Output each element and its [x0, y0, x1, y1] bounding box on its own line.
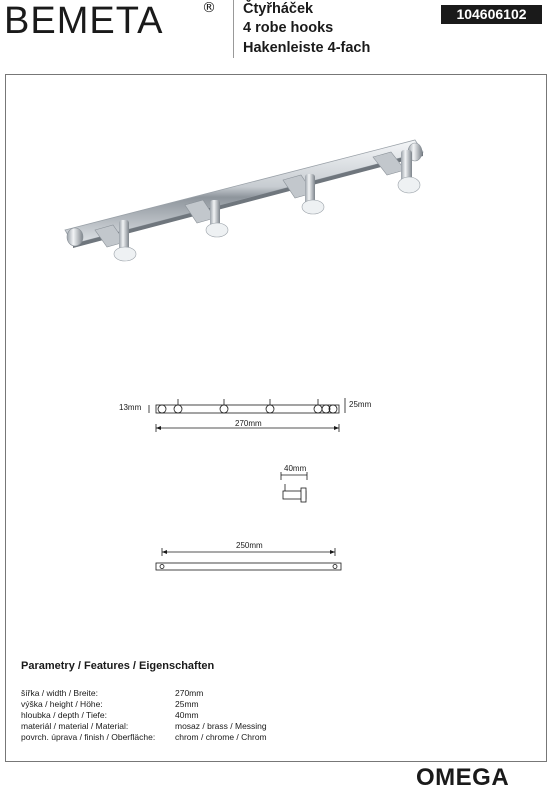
product-code-badge: 104606102 — [441, 5, 542, 24]
brand-logo: BEMETA — [4, 0, 164, 42]
front-hook-1 — [174, 399, 182, 413]
front-view-drawing — [140, 392, 370, 437]
spec-label: výška / height / Höhe: — [21, 699, 103, 709]
spec-value: 270mm — [175, 688, 204, 698]
front-hook-2 — [220, 399, 228, 413]
rail-bar — [65, 140, 423, 244]
dim-height-label: 13mm — [119, 403, 142, 412]
spec-label: šířka / width / Breite: — [21, 688, 98, 698]
series-name: OMEGA — [416, 764, 510, 791]
side-base — [301, 488, 306, 502]
spec-value: 40mm — [175, 710, 199, 720]
dim-width-label: 270mm — [235, 419, 262, 428]
front-end-left — [158, 405, 166, 413]
spec-label: hloubka / depth / Tiefe: — [21, 710, 108, 720]
mount-hole-right — [333, 565, 337, 569]
spec-value: chrom / chrome / Chrom — [175, 732, 267, 742]
dim-total-height-label: 25mm — [349, 400, 372, 409]
dim-hole-spacing-label: 250mm — [236, 541, 263, 550]
front-hook-3 — [266, 399, 274, 413]
registered-mark: ® — [202, 0, 216, 16]
side-view-drawing — [275, 472, 315, 504]
spec-label: materiál / material / Material: — [21, 721, 129, 731]
end-cap-left — [67, 228, 83, 246]
spec-label: povrch. úprava / finish / Oberfläche: — [21, 732, 156, 742]
rear-plate — [156, 563, 341, 570]
front-rail — [156, 405, 339, 413]
header-divider — [233, 0, 234, 58]
specs-title: Parametry / Features / Eigenschaften — [21, 660, 215, 672]
mount-hole-left — [160, 565, 164, 569]
dim-depth-label: 40mm — [284, 464, 307, 473]
product-photo — [55, 130, 430, 265]
front-hook-4 — [314, 399, 330, 413]
title-german: Hakenleiste 4-fach — [243, 40, 371, 56]
title-czech: Čtyřháček — [243, 1, 314, 17]
spec-value: 25mm — [175, 699, 199, 709]
title-english: 4 robe hooks — [243, 20, 334, 36]
spec-value: mosaz / brass / Messing — [175, 721, 267, 731]
